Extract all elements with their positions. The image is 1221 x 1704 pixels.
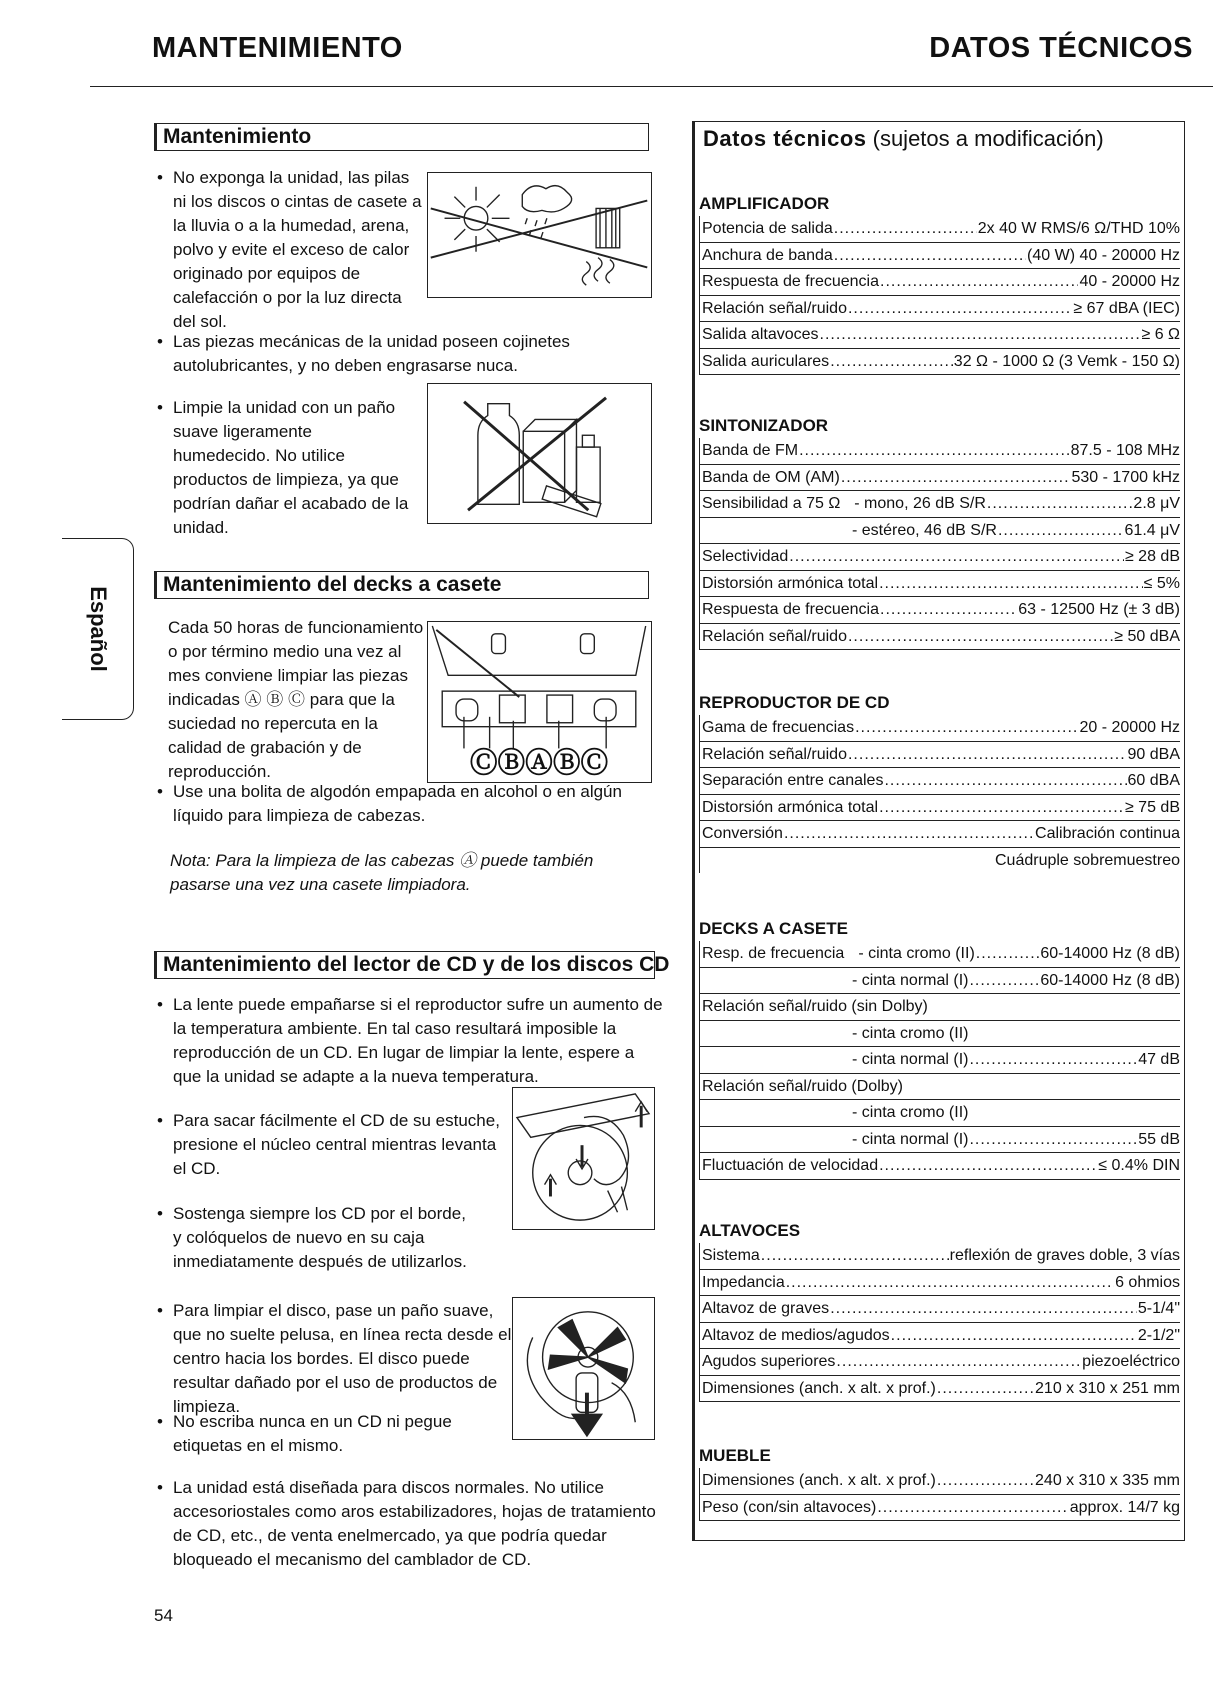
spec-group-cassette [699, 917, 1180, 1180]
spec-row [699, 1376, 1180, 1403]
spec-label: Dimensiones (anch. x alt. x prof.) [702, 1379, 936, 1397]
spec-label: Anchura de banda [702, 246, 833, 264]
spec-row [699, 1323, 1180, 1350]
spec-row [699, 296, 1180, 323]
spec-value: ≤ 0.4% DIN [1098, 1157, 1180, 1174]
spec-leader-dots [784, 821, 1034, 847]
spec-row [699, 491, 1180, 518]
page-header-right: DATOS TÉCNICOS [929, 32, 1193, 64]
spec-row [699, 941, 1180, 968]
spec-row [699, 518, 1180, 545]
spec-label: Distorsión armónica total [702, 798, 879, 816]
spec-heading-cabinet: MUEBLE [699, 1446, 771, 1465]
language-tab: Español [62, 538, 134, 720]
spec-label: Agudos superiores [702, 1353, 836, 1370]
spec-label: Salida altavoces [702, 326, 819, 343]
spec-row [699, 1047, 1180, 1074]
spec-row [699, 1074, 1180, 1101]
spec-leader-dots [877, 1495, 1068, 1521]
spec-label: Impedancia [702, 1273, 785, 1291]
spec-label: Gama de frecuencias [702, 719, 855, 736]
spec-leader-dots [987, 491, 1133, 517]
spec-value: Calibración continua [1035, 825, 1180, 842]
spec-label: Salida auriculares [702, 352, 830, 370]
spec-sublabel: - cinta cromo (II) [852, 1104, 969, 1121]
spec-value: 90 dBA [1127, 745, 1180, 763]
spec-label: Sensibilidad a 75 Ω [702, 495, 841, 512]
spec-label: Relación señal/ruido [702, 627, 847, 645]
cassette-heads-figure [427, 621, 652, 783]
spec-row [699, 1021, 1180, 1048]
cassette-note: Nota: Para la limpieza de las cabezas Ⓐ puede también pasarse una vez una casete limpiadora. [170, 851, 594, 894]
spec-leader-dots [998, 518, 1124, 544]
spec-value: 2.8 μV [1133, 495, 1180, 512]
spec-row [699, 465, 1180, 492]
spec-leader-dots [848, 624, 1113, 650]
spec-label: Peso (con/sin altavoces) [702, 1498, 877, 1516]
spec-row [699, 742, 1180, 769]
spec-label: Distorsión armónica total [702, 574, 879, 592]
spec-leader-dots [820, 322, 1141, 348]
spec-leader-dots [799, 438, 1070, 464]
spec-group-cabinet [699, 1444, 1180, 1521]
section-title-maintenance: Mantenimiento [154, 123, 649, 151]
spec-leader-dots [937, 1376, 1034, 1402]
spec-value: piezoeléctrico [1082, 1353, 1180, 1370]
spec-value: ≥ 75 dB [1124, 798, 1180, 816]
spec-heading-cassette: DECKS A CASETE [699, 919, 848, 938]
spec-label: Relación señal/ruido [702, 745, 847, 763]
spec-sublabel: - cinta normal (I) [852, 971, 969, 989]
spec-label: Relación señal/ruido [702, 299, 847, 317]
spec-value: 210 x 310 x 251 mm [1035, 1379, 1180, 1397]
spec-sublabel: - cinta cromo (II) [852, 1024, 969, 1042]
cd-item-4: • Para limpiar el disco, pase un paño suave, que no suelte pelusa, en línea recta desde el centro hacia los bordes. El disco puede resultar dañado por el uso de productos de limpieza. [157, 1301, 512, 1416]
spec-row [699, 269, 1180, 296]
spec-row [699, 1153, 1180, 1180]
spec-value: 87.5 - 108 MHz [1070, 442, 1180, 459]
spec-value: 61.4 μV [1124, 521, 1180, 539]
spec-value: ≥ 50 dBA [1114, 627, 1180, 645]
spec-row [699, 1296, 1180, 1323]
spec-row [699, 1495, 1180, 1522]
spec-leader-dots [848, 742, 1127, 768]
spec-row [699, 768, 1180, 795]
spec-heading-cd: REPRODUCTOR DE CD [699, 693, 890, 712]
spec-label: Dimensiones (anch. x alt. x prof.) [702, 1472, 936, 1489]
spec-leader-dots [937, 1468, 1034, 1494]
spec-value: (40 W) 40 - 20000 Hz [1027, 246, 1180, 264]
cd-item-2: • Para sacar fácilmente el CD de su estuche, presione el núcleo central mientras levanta el CD. [157, 1111, 500, 1178]
spec-value: ≥ 28 dB [1124, 548, 1180, 565]
cd-case-figure [512, 1087, 655, 1230]
spec-row [699, 349, 1180, 376]
spec-leader-dots [884, 768, 1126, 794]
no-cleaning-products-figure [427, 383, 652, 524]
spec-label: Selectividad [702, 548, 789, 565]
spec-row [699, 597, 1180, 624]
spec-row [699, 795, 1180, 822]
spec-row [699, 821, 1180, 848]
spec-group-cd [699, 691, 1180, 873]
spec-row [699, 544, 1180, 571]
spec-leader-dots [969, 968, 1039, 994]
spec-row [699, 216, 1180, 243]
spec-row [699, 1243, 1180, 1270]
spec-value: ≤ 5% [1143, 574, 1180, 592]
spec-leader-dots [880, 597, 1017, 623]
spec-label: Fluctuación de velocidad [702, 1157, 879, 1174]
spec-label: Banda de FM [702, 442, 799, 459]
spec-leader-dots [761, 1243, 949, 1269]
spec-label: Relación señal/ruido (sin Dolby) [702, 998, 928, 1015]
spec-sublabel: - cinta normal (I) [852, 1051, 969, 1068]
spec-value: ≥ 67 dBA (IEC) [1073, 299, 1180, 317]
spec-sublabel: - mono, 26 dB S/R [854, 495, 986, 512]
spec-label: Sistema [702, 1247, 760, 1264]
spec-value: 47 dB [1138, 1051, 1180, 1068]
spec-group-speakers [699, 1219, 1180, 1402]
cd-item-5: • No escriba nunca en un CD ni pegue etiquetas en el mismo. [157, 1412, 452, 1455]
spec-value: 40 - 20000 Hz [1079, 273, 1180, 290]
spec-leader-dots [891, 1323, 1137, 1349]
spec-value: 5-1/4" [1137, 1300, 1180, 1317]
spec-leader-dots [969, 1047, 1137, 1073]
spec-row [699, 243, 1180, 270]
maintenance-item-1: • No exponga la unidad, las pilas ni los discos o cintas de casete a la lluvia o a la humedad, arena, polvo y evite el exceso de calor originado por equipos de calefacción o por la luz directa del sol. [157, 168, 422, 331]
spec-leader-dots [879, 1153, 1097, 1179]
page-number: 54 [154, 1606, 173, 1625]
spec-row [699, 1270, 1180, 1297]
cassette-bullet: • Use una bolita de algodón empapada en alcohol o en algún líquido para limpieza de cabezas. [157, 782, 622, 825]
spec-row [699, 1127, 1180, 1154]
spec-value: 20 - 20000 Hz [1079, 719, 1180, 736]
spec-leader-dots [789, 544, 1124, 570]
spec-label: Altavoz de graves [702, 1300, 830, 1317]
svg-text:ⒸⒷⒶⒷⒸ: ⒸⒷⒶⒷⒸ [469, 747, 609, 779]
maintenance-item-2: • Las piezas mecánicas de la unidad poseen cojinetes autolubricantes, y no deben engrasarse nuca. [157, 332, 570, 375]
spec-leader-dots [969, 1127, 1137, 1153]
spec-heading-speakers: ALTAVOCES [699, 1221, 801, 1240]
spec-value: 6 ohmios [1115, 1273, 1180, 1291]
spec-row [699, 438, 1180, 465]
spec-leader-dots [879, 571, 1143, 597]
spec-label: Altavoz de medios/agudos [702, 1326, 890, 1344]
spec-row [699, 322, 1180, 349]
weather-warning-figure [427, 172, 652, 298]
spec-value: 2x 40 W RMS/6 Ω/THD 10% [977, 220, 1180, 237]
spec-leader-dots [976, 941, 1040, 967]
spec-heading-tuner: SINTONIZADOR [699, 416, 829, 435]
page-header-left: MANTENIMIENTO [152, 32, 403, 64]
spec-value: ≥ 6 Ω [1141, 326, 1180, 343]
spec-value: 240 x 310 x 335 mm [1035, 1472, 1180, 1489]
spec-value: 63 - 12500 Hz (± 3 dB) [1018, 601, 1180, 618]
spec-row [699, 624, 1180, 651]
section-title-cd: Mantenimiento del lector de CD y de los discos CD [154, 951, 655, 979]
spec-row [699, 1100, 1180, 1127]
spec-leader-dots [834, 216, 977, 242]
spec-leader-dots [880, 269, 1078, 295]
cassette-intro: Cada 50 horas de funcionamiento o por término medio una vez al mes conviene limpiar las piezas indicadas Ⓐ Ⓑ Ⓒ para que la suciedad no repercuta en la calidad de grabación y de reproducción. [168, 618, 424, 781]
technical-data-box [692, 121, 1185, 1541]
spec-leader-dots [834, 243, 1026, 269]
spec-leader-dots [848, 296, 1072, 322]
spec-leader-dots [879, 795, 1124, 821]
cd-item-1: • La lente puede empañarse si el reproductor sufre un aumento de la temperatura ambiente. En tal caso resultará imposible la reproducción de un CD. En lugar de limpiar la lente, espere a que la unidad se adapte a la nueva temperatura. [157, 995, 663, 1086]
spec-leader-dots [830, 1296, 1137, 1322]
spec-leader-dots [841, 465, 1071, 491]
spec-value: reflexión de graves doble, 3 vías [949, 1247, 1180, 1264]
spec-row [699, 715, 1180, 742]
spec-sublabel: - cinta cromo (II) [858, 945, 975, 962]
spec-title: Datos técnicos (sujetos a modificación) [703, 126, 1104, 151]
spec-group-amplifier [699, 192, 1180, 375]
spec-leader-dots [836, 1349, 1081, 1375]
maintenance-item-3: • Limpie la unidad con un paño suave ligeramente humedecido. No utilice productos de limpieza, ya que podrían dañar el acabado de la unidad. [157, 398, 409, 537]
spec-row-extra: Cuádruple sobremuestreo [699, 848, 1180, 874]
spec-value: 60 dBA [1127, 772, 1180, 789]
spec-group-tuner [699, 414, 1180, 650]
spec-row [699, 968, 1180, 995]
spec-value: 2-1/2" [1137, 1326, 1180, 1344]
spec-leader-dots [855, 715, 1078, 741]
spec-leader-dots [830, 349, 953, 375]
spec-label: Relación señal/ruido (Dolby) [702, 1077, 903, 1095]
spec-row [699, 1468, 1180, 1495]
spec-value: 55 dB [1138, 1130, 1180, 1148]
spec-label: Respuesta de frecuencia [702, 273, 879, 290]
spec-value: 60-14000 Hz (8 dB) [1040, 945, 1180, 962]
spec-value: approx. 14/7 kg [1069, 1498, 1180, 1516]
spec-label: Respuesta de frecuencia [702, 601, 879, 618]
spec-value: 32 Ω - 1000 Ω (3 Vemk - 150 Ω) [953, 352, 1180, 370]
spec-label: Banda de OM (AM) [702, 468, 840, 486]
spec-heading-amplifier: AMPLIFICADOR [699, 194, 830, 213]
spec-value: 60-14000 Hz (8 dB) [1040, 971, 1180, 989]
cd-cleaning-figure [512, 1297, 655, 1440]
cd-item-6: • La unidad está diseñada para discos normales. No utilice accesoriostales como aros estabilizadores, hojas de tratamiento de CD, etc., de venta enelmercado, ya que podría quedar bloqueado el mecanismo del camblador de CD. [157, 1478, 656, 1569]
spec-label: Conversión [702, 825, 783, 842]
spec-label: Resp. de frecuencia [702, 945, 845, 962]
spec-leader-dots [786, 1270, 1114, 1296]
header-divider [90, 86, 1213, 87]
section-title-cassette: Mantenimiento del decks a casete [154, 571, 649, 599]
spec-row [699, 571, 1180, 598]
spec-label: Separación entre canales [702, 772, 884, 789]
spec-row [699, 994, 1180, 1021]
spec-label: Potencia de salida [702, 220, 833, 237]
spec-row [699, 1349, 1180, 1376]
spec-sublabel: - cinta normal (I) [852, 1130, 969, 1148]
spec-sublabel: - estéreo, 46 dB S/R [852, 521, 997, 539]
cd-item-3: • Sostenga siempre los CD por el borde, y colóquelos de nuevo en su caja inmediatamente después de utilizarlos. [157, 1204, 467, 1271]
spec-value: 530 - 1700 kHz [1071, 468, 1180, 486]
